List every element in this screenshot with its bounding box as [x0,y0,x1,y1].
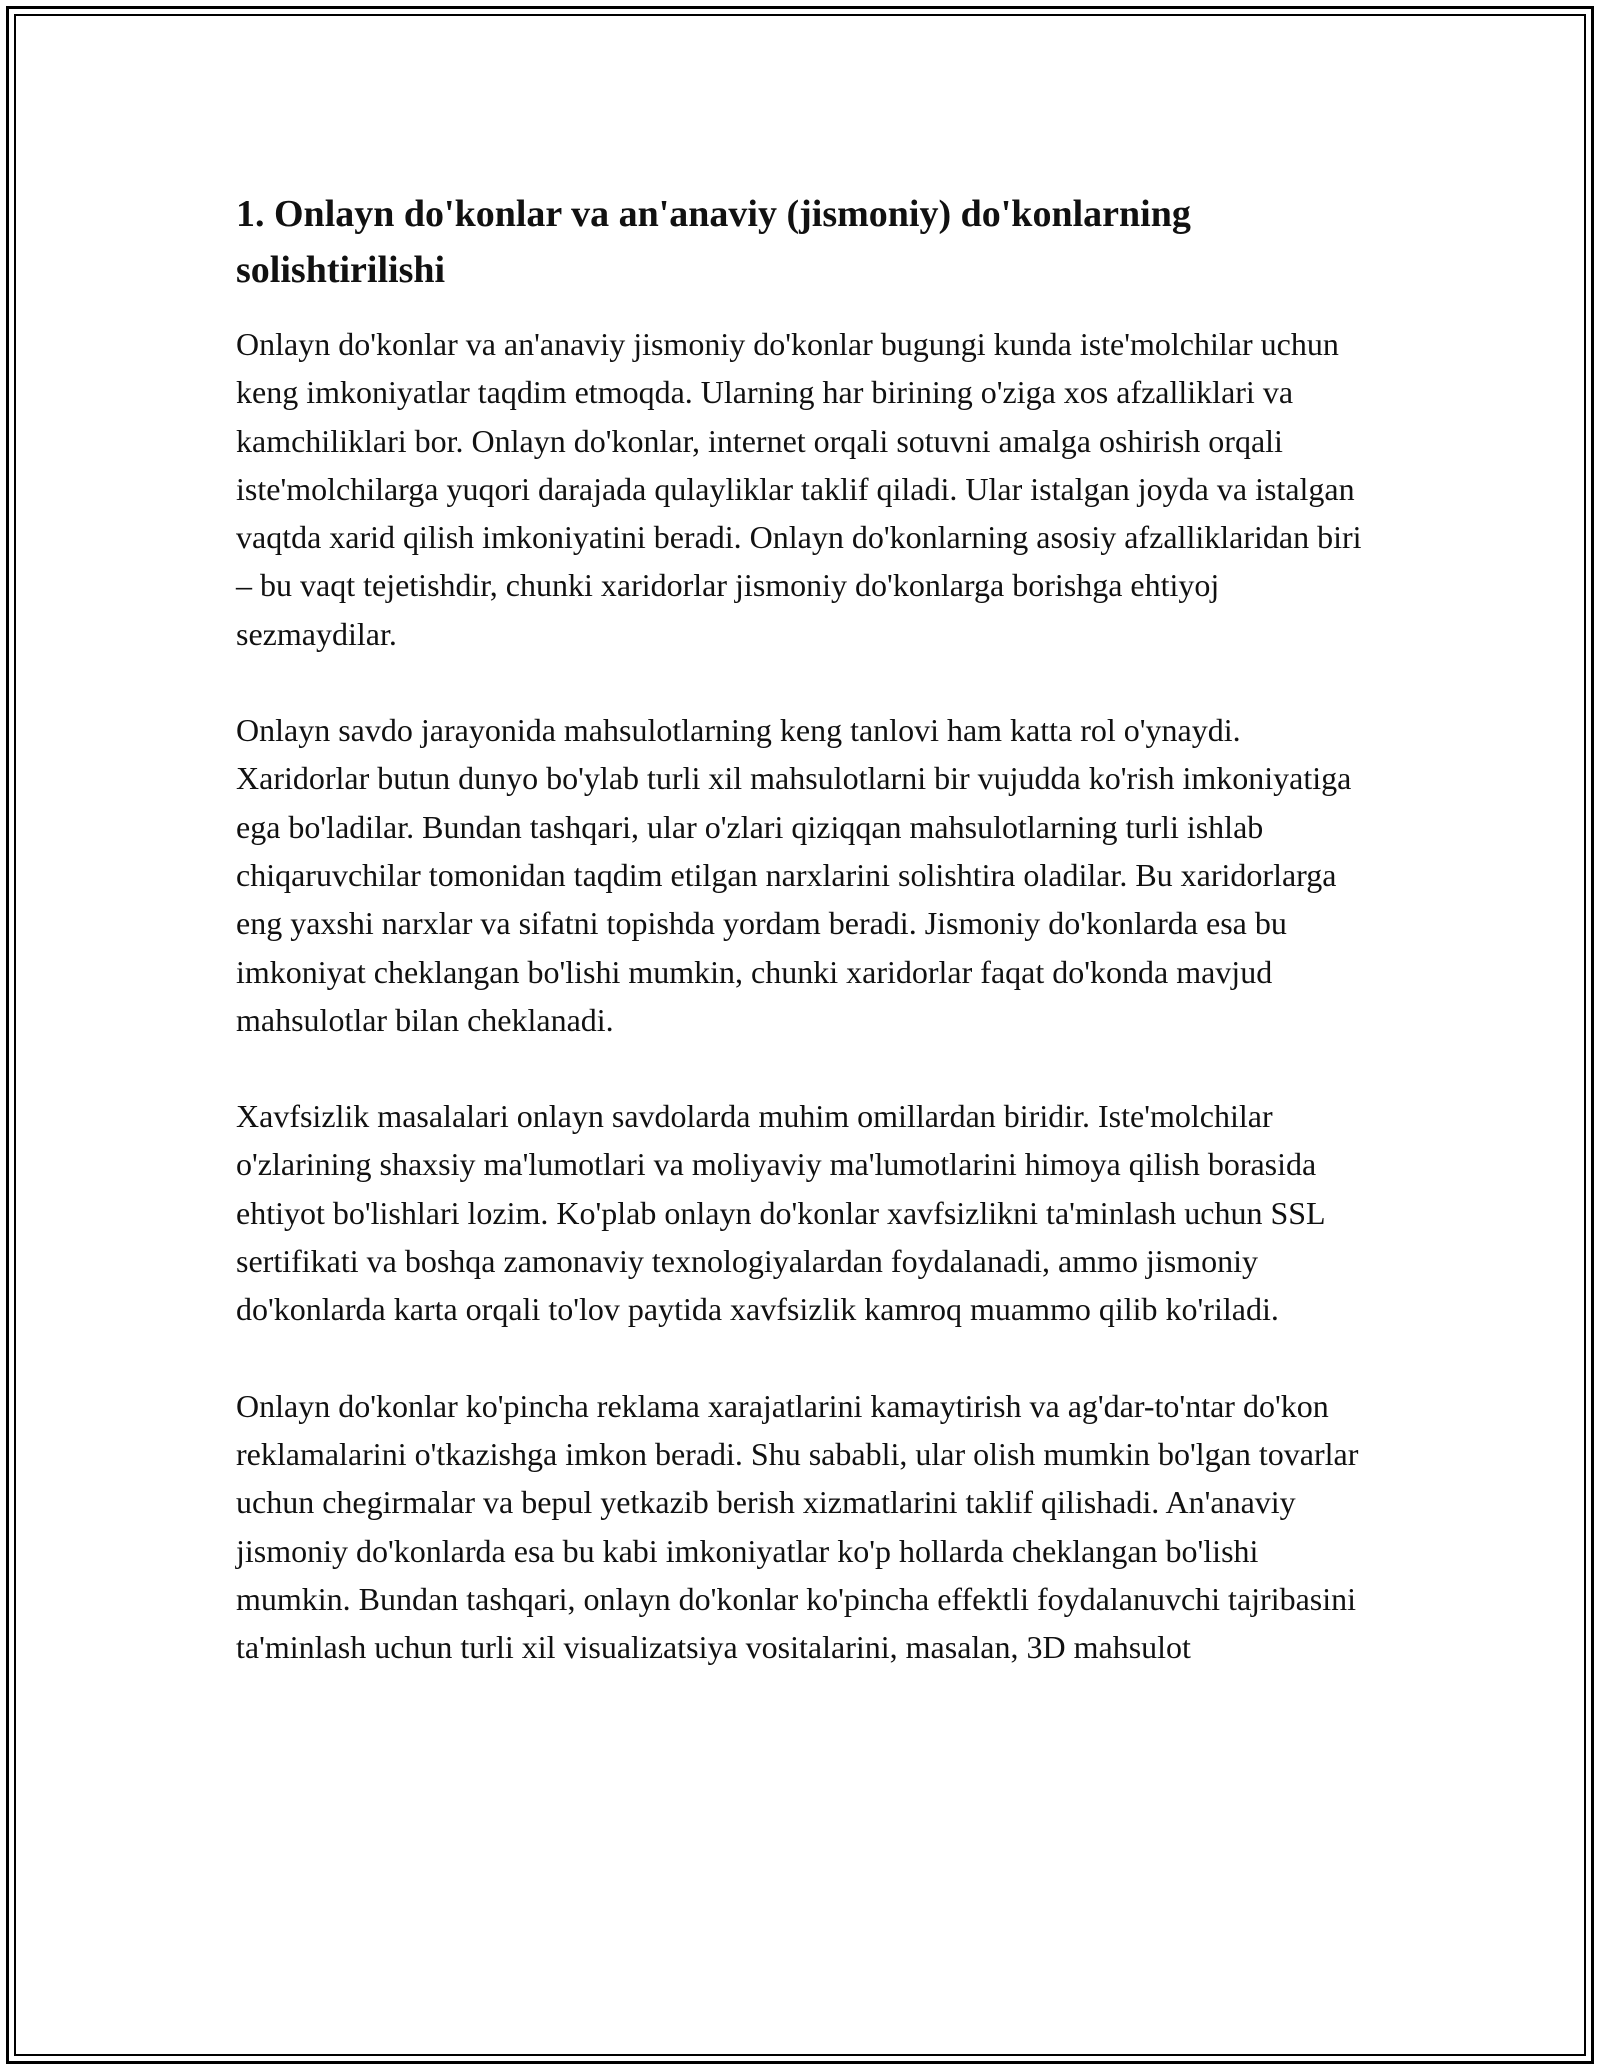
section-heading: 1. Onlayn do'konlar va an'anaviy (jismoniy) do'konlarning solishtirilishi [236,193,1191,291]
paragraph-1: Onlayn do'konlar va an'anaviy jismoniy do'konlar bugungi kunda iste'molchilar uchun keng imkoniyatlar taqdim etmoqda. Ularning har birining o'ziga xos afzalliklari va kamchiliklari bor. Onlayn do'konlar, internet orqali sotuvni amalga oshirish orqali iste'molchilarga yuqori darajada qulayliklar taklif qiladi. Ular istalgan joyda va istalgan vaqtda xarid qilish imkoniyatini beradi. Onlayn do'konlarning asosiy afzalliklaridan biri – bu vaqt tejetishdir, chunki xaridorlar jismoniy do'konlarga borishga ehtiyoj sezmaydilar. [236,326,1362,652]
paragraph-2: Onlayn savdo jarayonida mahsulotlarning keng tanlovi ham katta rol o'ynaydi. Xaridorlar butun dunyo bo'ylab turli xil mahsulotlarni bir vujudda ko'rish imkoniyatiga ega bo'ladilar. Bundan tashqari, ular o'zlari qiziqqan mahsulotlarning turli ishlab chiqaruvchilar tomonidan taqdim etilgan narxlarini solishtira oladilar. Bu xaridorlarga eng yaxshi narxlar va sifatni topishda yordam beradi. Jismoniy do'konlarda esa bu imkoniyat cheklangan bo'lishi mumkin, chunki xaridorlar faqat do'konda mavjud mahsulotlar bilan cheklanadi. [236,712,1352,1038]
paragraph-3: Xavfsizlik masalalari onlayn savdolarda muhim omillardan biridir. Iste'molchilar o'zlarining shaxsiy ma'lumotlari va moliyaviy ma'lumotlarini himoya qilish borasida ehtiyot bo'lishlari lozim. Ko'plab onlayn do'konlar xavfsizlikni ta'minlash uchun SSL sertifikati va boshqa zamonaviy texnologiyalardan foydalanadi, ammo jismoniy do'konlarda karta orqali to'lov paytida xavfsizlik kamroq muammo qilib ko'riladi. [236,1098,1325,1328]
paragraph-4: Onlayn do'konlar ko'pincha reklama xarajatlarini kamaytirish va ag'dar-to'ntar do'kon reklamalarini o'tkazishga imkon beradi. Shu sababli, ular olish mumkin bo'lgan tovarlar uchun chegirmalar va bepul yetkazib berish xizmatlarini taklif qilishadi. An'anaviy jismoniy do'konlarda esa bu kabi imkoniyatlar ko'p hollarda cheklangan bo'lishi mumkin. Bundan tashqari, onlayn do'konlar ko'pincha effektli foydalanuvchi tajribasini ta'minlash uchun turli xil visualizatsiya vositalarini, masalan, 3D mahsulot [236,1387,1359,1666]
document-body [236,186,1366,1719]
